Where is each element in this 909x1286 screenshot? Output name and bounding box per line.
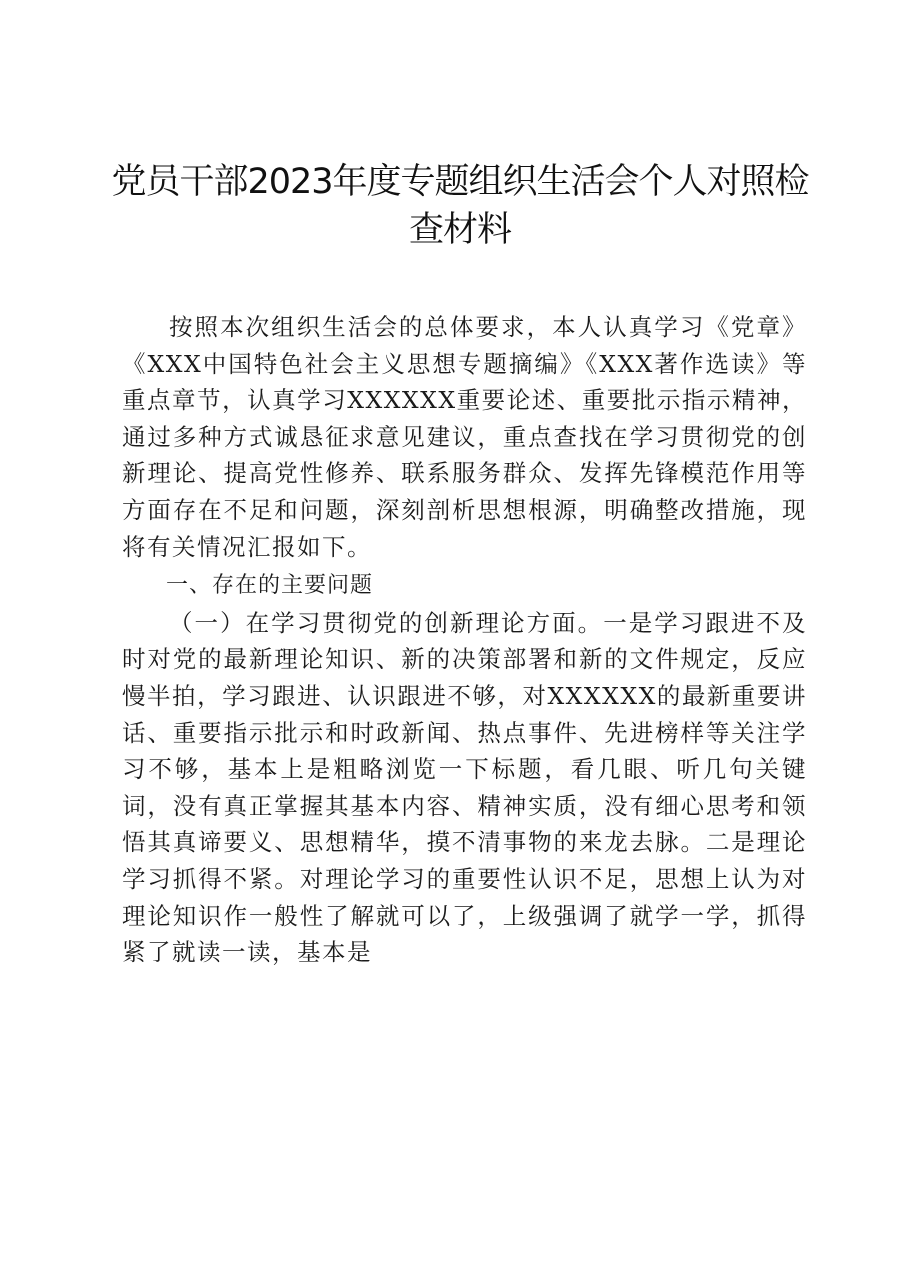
intro-paragraph: 按照本次组织生活会的总体要求，本人认真学习《党章》《XXX中国特色社会主义思想专题摘编》《XXX著作选读》等重点章节，认真学习XXXXXX重要论述、重要批示指示精神，通过多种方式诚恳征求意见建议，重点查找在学习贯彻党的创新理论、提高党性修养、联系服务群众、发挥先锋模范作用等方面存在不足和问题，深刻剖析思想根源，明确整改措施，现将有关情况汇报如下。 [122, 313, 807, 561]
section-item-paragraph: （一）在学习贯彻党的创新理论方面。一是学习跟进不及时对党的最新理论知识、新的决策部署和新的文件规定，反应慢半拍，学习跟进、认识跟进不够，对XXXXXX的最新重要讲话、重要指示批示和时政新闻、热点事件、先进榜样等关注学习不够，基本上是粗略浏览一下标题，看几眼、听几句关键词，没有真正掌握其基本内容、精神实质，没有细心思考和领悟其真谛要义、思想精华，摸不清事物的来龙去脉。二是理论学习抓得不紧。对理论学习的重要性认识不足，思想上认为对理论知识作一般性了解就可以了，上级强调了就学一学，抓得紧了就读一读，基本是 [122, 608, 807, 967]
document-body [122, 309, 807, 971]
section-heading-main-problems: 一、存在的主要问题 [166, 573, 374, 599]
document-title: 党员干部2023年度专题组织生活会个人对照检查材料 [111, 162, 809, 250]
